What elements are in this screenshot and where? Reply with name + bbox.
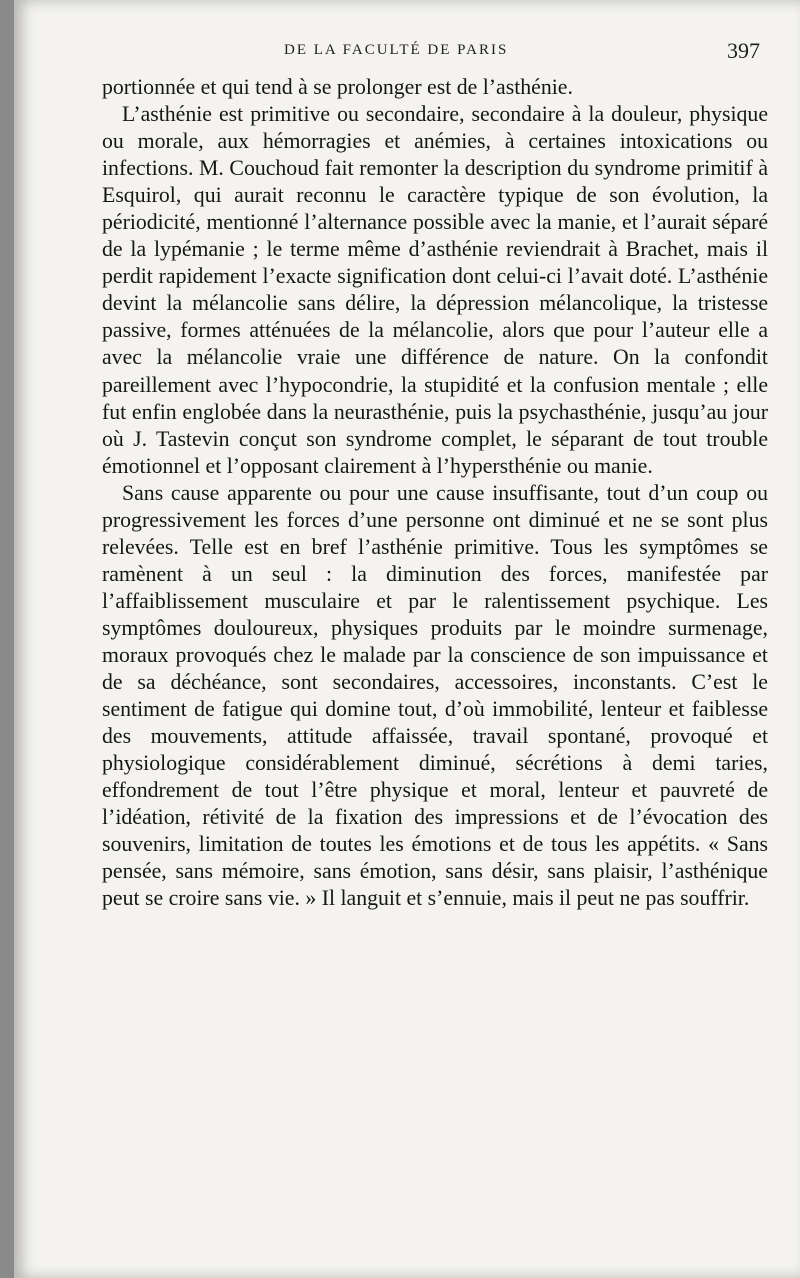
body-text (102, 74, 768, 912)
book-page (14, 0, 800, 1278)
paragraph-asthenie-primitive: Sans cause apparente ou pour une cause insuffisante, tout d’un coup ou progressivement les forces d’une personne ont diminué et ne se sont plus relevées. Telle est en bref l’asthénie primitive. Tous les symptômes se ramènent à un seul : la diminution des forces, manifestée par l’affaiblissement musculaire et par le ralentissement psychique. Les symptômes douloureux, physiques produits par le moindre surmenage, moraux provoqués chez le malade par la conscience de son impuissance et de sa déchéance, sont secondaires, accessoires, inconstants. C’est le sentiment de fatigue qui domine tout, d’où immobilité, lenteur et faiblesse des mouvements, attitude affaissée, travail spontané, provoqué et physiologique considérablement diminué, sécrétions à demi taries, effondrement de tout l’être physique et moral, lenteur et pauvreté de l’idéation, rétivité de la fixation des impressions et de l’évocation des souvenirs, limitation de toutes les émotions et de tous les appétits. « Sans pensée, sans mémoire, sans émotion, sans désir, sans plaisir, l’asthénique peut se croire sans vie. » Il languit et s’ennuie, mais il peut ne pas souffrir. (102, 480, 768, 911)
page-header (14, 38, 800, 68)
running-title: DE LA FACULTÉ DE PARIS (284, 42, 509, 58)
page-number: 397 (727, 38, 760, 63)
paragraph-asthenie-history: L’asthénie est primitive ou secondaire, secondaire à la douleur, physique ou morale, aux hémorragies et anémies, à certaines intoxications ou infections. M. Couchoud fait remonter la description du syndrome primitif à Esquirol, qui aurait reconnu le caractère typique de son évolution, la périodicité, mentionné l’alternance possible avec la manie, et l’aurait séparé de la lypémanie ; le terme même d’asthénie reviendrait à Brachet, mais il perdit rapidement l’exacte signification dont celui-ci l’avait doté. L’asthénie devint la mélancolie sans délire, la dépression mélancolique, la tristesse passive, formes atténuées de la mélancolie, alors que pour l’auteur elle a avec la mélancolie vraie une différence de nature. On la confondit pareillement avec l’hypocondrie, la stupidité et la confusion mentale ; elle fut enfin englobée dans la neurasthénie, puis la psychasthénie, jusqu’au jour où J. Tastevin conçut son syndrome complet, le séparant de tout trouble émotionnel et l’opposant clairement à l’hypersthénie ou manie. (102, 102, 768, 478)
paragraph-continuation: portionnée et qui tend à se prolonger est de l’asthénie. (102, 75, 573, 99)
